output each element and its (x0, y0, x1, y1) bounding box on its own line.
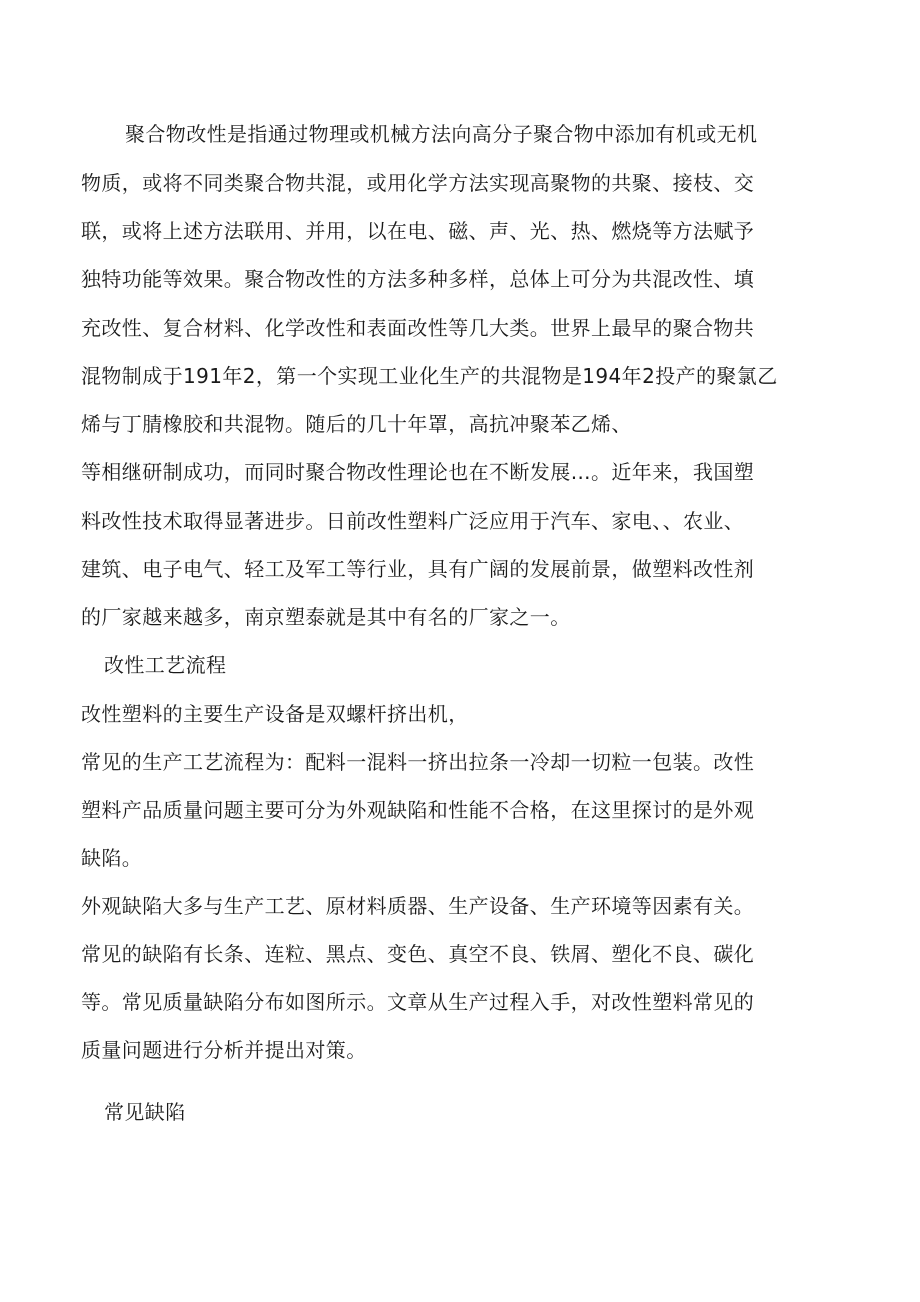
text-line: 改性塑料的主要生产设备是双螺杆挤出机， (81, 702, 469, 726)
text-line: 独特功能等效果。聚合物改性的方法多种多样，总体上可分为共混改性、填 (81, 267, 755, 291)
text-line: 混物制成于191年2，第一个实现工业化生产的共混物是194年2投产的聚氯乙 (81, 364, 778, 388)
text-line: 联，或将上述方法联用、并用，以在电、磁、声、光、热、燃烧等方法赋予 (81, 219, 755, 243)
section-heading: 常见缺陷 (104, 1100, 186, 1124)
text-line: 等。常见质量缺陷分布如图所示。文章从生产过程入手，对改性塑料常见的 (81, 990, 755, 1014)
text-line: 的厂家越来越多，南京塑泰就是其中有名的厂家之一。 (81, 605, 571, 629)
text-line: 缺陷。 (81, 846, 143, 870)
text-line: 聚合物改性是指通过物理或机械方法向高分子聚合物中添加有机或无机 (125, 122, 758, 146)
section-heading: 改性工艺流程 (104, 653, 227, 677)
text-line: 常见的生产工艺流程为：配料一混料一挤出拉条一冷却一切粒一包装。改性 (81, 750, 755, 774)
text-line: 充改性、复合材料、化学改性和表面改性等几大类。世界上最早的聚合物共 (81, 316, 755, 340)
text-line: 烯与丁腈橡胶和共混物。随后的几十年罩，高抗冲聚苯乙烯、 (81, 412, 632, 436)
text-line: 质量问题进行分析并提出对策。 (81, 1038, 367, 1062)
text-line: 料改性技术取得显著进步。日前改性塑料广泛应用于汽车、家电、、农业、 (81, 509, 745, 533)
text-line: 建筑、电子电气、轻工及军工等行业，具有广阔的发展前景，做塑料改性剂 (81, 557, 755, 581)
text-line: 物质，或将不同类聚合物共混，或用化学方法实现高聚物的共聚、接枝、交 (81, 171, 755, 195)
text-line: 常见的缺陷有长条、连粒、黑点、变色、真空不良、铁屑、塑化不良、碳化 (81, 942, 755, 966)
text-line: 等相继研制成功，而同时聚合物改性理论也在不断发展…。近年来，我国塑 (81, 460, 755, 484)
text-line: 塑料产品质量问题主要可分为外观缺陷和性能不合格，在这里探讨的是外观 (81, 798, 755, 822)
text-line: 外观缺陷大多与生产工艺、原材料质器、生产设备、生产环境等因素有关。 (81, 894, 755, 918)
